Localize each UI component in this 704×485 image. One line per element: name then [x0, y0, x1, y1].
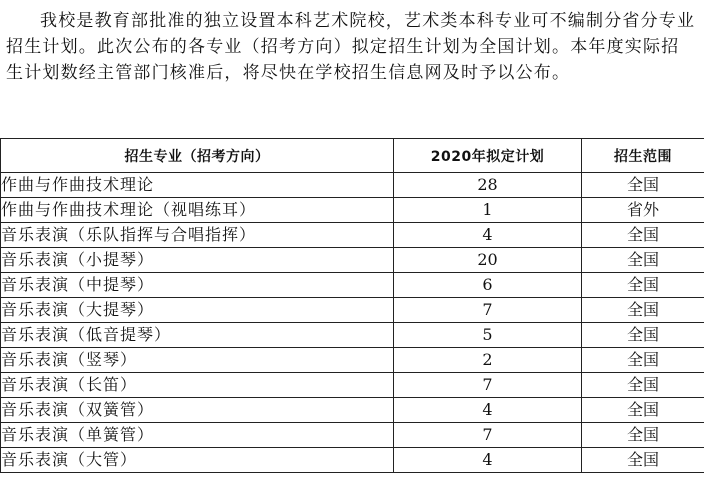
table-body: [1, 173, 704, 473]
major-cell: 音乐表演（双簧管）: [1, 398, 394, 423]
intro-paragraph-block: [6, 8, 696, 86]
scope-cell: 省外: [582, 198, 704, 223]
table-row: [1, 348, 704, 373]
table-row: [1, 323, 704, 348]
scope-cell: 全国: [582, 223, 704, 248]
quota-cell: 4: [394, 448, 582, 473]
major-cell: 音乐表演（中提琴）: [1, 273, 394, 298]
scope-cell: 全国: [582, 273, 704, 298]
table-header-row: [1, 139, 704, 173]
major-cell: 音乐表演（竖琴）: [1, 348, 394, 373]
quota-cell: 28: [394, 173, 582, 198]
table-row: [1, 373, 704, 398]
major-cell: 音乐表演（长笛）: [1, 373, 394, 398]
scope-cell: 全国: [582, 298, 704, 323]
scope-cell: 全国: [582, 423, 704, 448]
quota-cell: 20: [394, 248, 582, 273]
header-plan-2020: 2020年拟定计划: [394, 139, 582, 173]
quota-cell: 1: [394, 198, 582, 223]
major-cell: 音乐表演（乐队指挥与合唱指挥）: [1, 223, 394, 248]
major-cell: 音乐表演（小提琴）: [1, 248, 394, 273]
scope-cell: 全国: [582, 373, 704, 398]
scope-cell: 全国: [582, 248, 704, 273]
table-row: [1, 398, 704, 423]
major-cell: 作曲与作曲技术理论: [1, 173, 394, 198]
scope-cell: 全国: [582, 173, 704, 198]
table-row: [1, 198, 704, 223]
quota-cell: 6: [394, 273, 582, 298]
quota-cell: 4: [394, 223, 582, 248]
header-major: 招生专业（招考方向）: [1, 139, 394, 173]
quota-cell: 4: [394, 398, 582, 423]
quota-cell: 2: [394, 348, 582, 373]
major-cell: 音乐表演（单簧管）: [1, 423, 394, 448]
enrollment-plan-table: [0, 138, 704, 473]
major-cell: 音乐表演（大提琴）: [1, 298, 394, 323]
header-scope: 招生范围: [582, 139, 704, 173]
intro-paragraph: 我校是教育部批准的独立设置本科艺术院校，艺术类本科专业可不编制分省分专业招生计划。此次公布的各专业（招考方向）拟定招生计划为全国计划。本年度实际招生计划数经主管部门核准后，将尽快在学校招生信息网及时予以公布。: [6, 11, 696, 83]
table-row: [1, 248, 704, 273]
table-row: [1, 448, 704, 473]
scope-cell: 全国: [582, 398, 704, 423]
major-cell: 音乐表演（低音提琴）: [1, 323, 394, 348]
table-row: [1, 173, 704, 198]
quota-cell: 7: [394, 298, 582, 323]
table-row: [1, 223, 704, 248]
scope-cell: 全国: [582, 348, 704, 373]
table-row: [1, 423, 704, 448]
quota-cell: 7: [394, 423, 582, 448]
table-row: [1, 298, 704, 323]
major-cell: 作曲与作曲技术理论（视唱练耳）: [1, 198, 394, 223]
table-row: [1, 273, 704, 298]
quota-cell: 7: [394, 373, 582, 398]
scope-cell: 全国: [582, 448, 704, 473]
quota-cell: 5: [394, 323, 582, 348]
major-cell: 音乐表演（大管）: [1, 448, 394, 473]
scope-cell: 全国: [582, 323, 704, 348]
